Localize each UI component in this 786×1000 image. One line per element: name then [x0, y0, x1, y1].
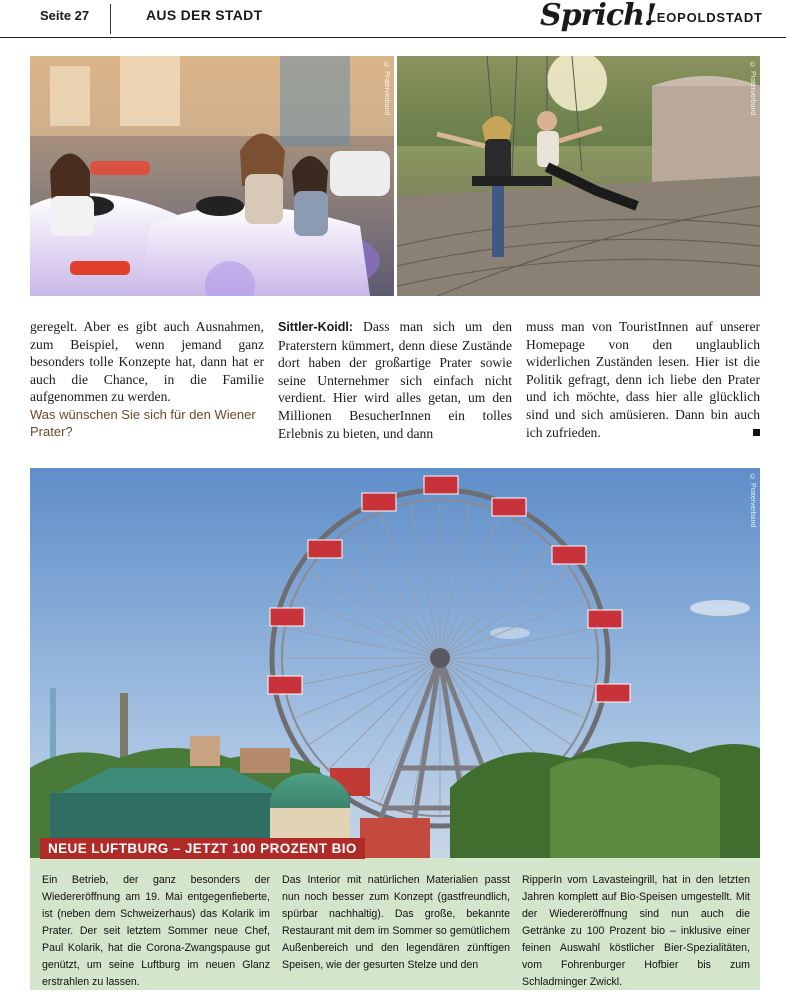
photo-credit: © Praterverband	[749, 62, 756, 116]
ferris-wheel-photo	[30, 468, 760, 858]
info-box-title: NEUE LUFTBURG – JETZT 100 PROZENT BIO	[40, 838, 365, 859]
article-paragraph: geregelt. Aber es gibt auch Ausnahmen, zum Beispiel, wenn jemand ganz besonders tolle Konzepte hat, dann hat er auch die Chance, in die Familie aufgenommen zu werden.	[30, 319, 264, 405]
info-box-column-1: Ein Betrieb, der ganz besonders der Wiedereröffnung am 19. Mai entgegenfieberte, ist (neben dem Schweizerhaus) das Kolarik im Prater. Der seit letztem Sommer neue Chef, Paul Kolarik, hat die Corona-Zwangspause gut genützt, um seine Luftburg im neuen Glanz erstrahlen zu lassen.	[42, 874, 270, 988]
page-header	[0, 0, 786, 38]
article-column-2	[278, 318, 512, 442]
answer-text: Dass man sich um den Praterstern kümmert, denn diese Zustände dort haben der großartige Prater sowie seine Unternehmer sich einfach nicht verdient. Hier wird alles getan, um den Millionen BesucherInnen ein tolles Erlebnis zu bieten, und dann	[278, 319, 512, 441]
info-box	[30, 841, 760, 990]
info-box-column-3: RipperIn vom Lavasteingrill, hat in den letzten Jahren komplett auf Bio-Speisen umgestellt. Mit der Wiedereröffnung sind nun auch die Getränke zu 100 Prozent bio – inklusive einer feinen Auswahl köstlicher Bier-Spezialitäten, vom Fohrenburger Hofbier bis zum Schladminger Zwickl.	[522, 874, 750, 988]
interview-question: Was wünschen Sie sich für den Wiener Prater?	[30, 406, 256, 440]
article-column-3	[526, 318, 760, 441]
header-divider	[110, 4, 111, 34]
section-title: AUS DER STADT	[146, 7, 263, 23]
page-number: Seite 27	[40, 8, 90, 23]
brand-logo: Sprich!	[540, 0, 657, 33]
article-paragraph	[526, 318, 760, 441]
info-box-column-2: Das Interior mit natürlichen Materialien passt nun noch besser zum Konzept (gastfreundlich, spürbar nachhaltig). Das große, bekannte Restaurant mit dem im Sommer so gemütlichem Außenbereich und den legendären zünftigen Speisen, wie der gesurten Stelze und den	[282, 874, 510, 971]
photo-credit: © Praterverband	[749, 474, 756, 528]
speaker-name: Sittler-Koidl:	[278, 320, 353, 334]
bumper-cars-photo	[30, 56, 394, 296]
district-label: LEOPOLDSTADT	[648, 10, 763, 25]
swing-ride-photo	[397, 56, 760, 296]
article-paragraph	[278, 318, 512, 442]
end-mark	[753, 429, 760, 436]
article-column-1	[30, 318, 264, 441]
photo-credit: © Praterverband	[383, 62, 390, 116]
answer-text: muss man von TouristInnen auf unserer Homepage von den unglaublich widerlichen Zuständen lesen. Hier ist die Politik gefragt, denn ich liebe den Prater und ich möchte, dass hier alle glücklich sind und sich amüsieren. Dann bin auch ich zufrieden.	[526, 319, 760, 440]
